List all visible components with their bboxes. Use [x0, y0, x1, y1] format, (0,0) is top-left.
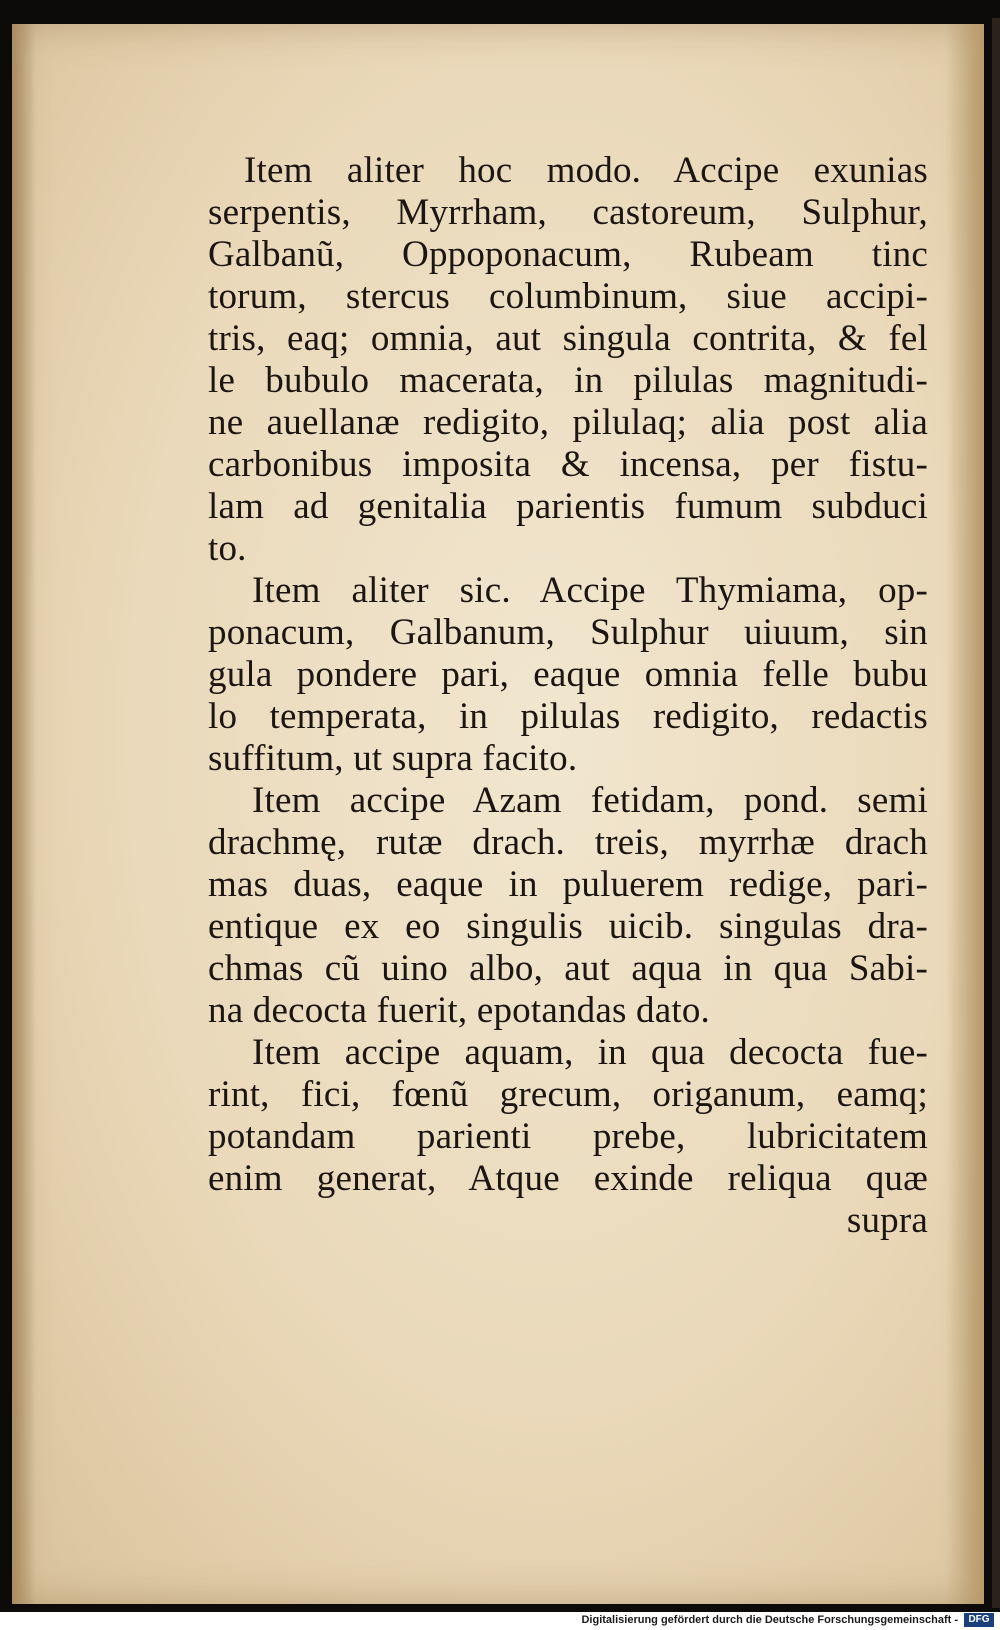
page-text — [208, 150, 928, 1242]
text-line: Item accipe Azam fetidam, pond. semi — [252, 780, 928, 821]
text-line: enim generat, Atque exinde reliqua quæ — [208, 1158, 928, 1199]
book-gutter — [992, 18, 1000, 1608]
text-line: lo temperata, in pilulas redigito, redactis — [208, 696, 928, 737]
text-line: Galbanũ, Oppoponacum, Rubeam tinc — [208, 234, 928, 275]
text-line: rint, fici, fœnũ grecum, origanum, eamq; — [208, 1074, 928, 1115]
text-line: Item accipe aquam, in qua decocta fue- — [252, 1032, 928, 1073]
catchword: supra — [846, 1200, 928, 1241]
text-line: ponacum, Galbanum, Sulphur uiuum, sin — [208, 612, 928, 653]
text-line: gula pondere pari, eaque omnia felle bubu — [208, 654, 928, 695]
dfg-logo: DFG — [964, 1613, 994, 1627]
text-line: lam ad genitalia parientis fumum subduci — [208, 486, 928, 527]
text-line: serpentis, Myrrham, castoreum, Sulphur, — [208, 192, 928, 233]
text-line: mas duas, eaque in puluerem redige, pari- — [208, 864, 928, 905]
text-line: drachmę, rutæ drach. treis, myrrhæ drach — [208, 822, 928, 863]
text-line: entique ex eo singulis uicib. singulas dra- — [208, 906, 928, 947]
text-line: Item aliter sic. Accipe Thymiama, op- — [252, 570, 928, 611]
text-line: ne auellanæ redigito, pilulaq; alia post alia — [208, 402, 928, 443]
text-line: potandam parienti prebe, lubricitatem — [208, 1116, 928, 1157]
page-edge-left — [12, 24, 36, 1604]
text-line: na decocta fuerit, epotandas dato. — [208, 990, 710, 1031]
digitization-credit: Digitalisierung gefördert durch die Deutsche Forschungsgemeinschaft - — [581, 1614, 958, 1626]
text-line: carbonibus imposita & incensa, per fistu- — [208, 444, 928, 485]
text-line: le bubulo macerata, in pilulas magnitudi- — [208, 360, 928, 401]
text-line: suffitum, ut supra facito. — [208, 738, 578, 779]
page-edge-right — [946, 24, 984, 1604]
text-line: tris, eaq; omnia, aut singula contrita, & fel — [208, 318, 928, 359]
text-line: torum, stercus columbinum, siue accipi- — [208, 276, 928, 317]
text-line: to. — [208, 528, 247, 569]
text-line: Item aliter hoc modo. Accipe exunias — [244, 150, 928, 191]
text-line: chmas cũ uino albo, aut aqua in qua Sabi- — [208, 948, 928, 989]
